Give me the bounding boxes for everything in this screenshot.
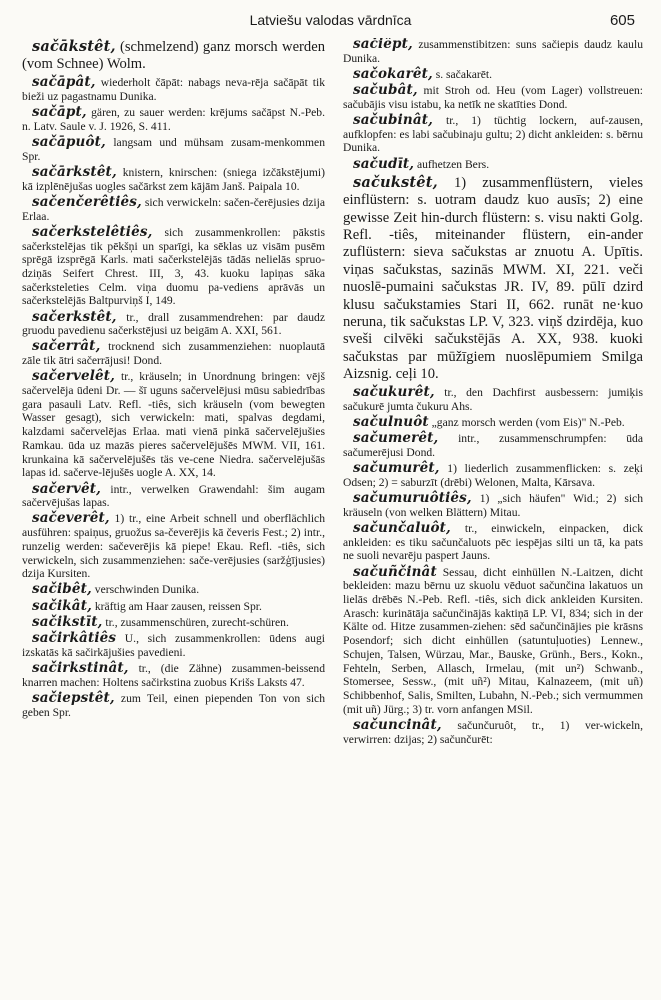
entry-definition: tr., den Dachfirst ausbessern: jumiķis sačukurē jumta čukuru Ahs. [343,386,643,413]
entry-headword: sačerrât, [32,338,101,355]
entry-headword: sačunčaluôt, [353,520,451,537]
entry-definition: zum Teil, einen piependen Ton von sich geben Spr. [22,691,325,719]
dictionary-entry [343,174,643,384]
dictionary-entry [22,659,325,689]
entry-headword: sačerkstêt, [32,308,117,325]
dictionary-entry [343,462,643,489]
entry-headword: sačibêt, [32,581,92,598]
entry-headword: sačāpt, [32,104,87,121]
entry-definition: tr., einwickeln, einpacken, dick ankleiden: es tiku sačunčaluots pēc iespējas silti un tā, ka pats ne suoli nevarēju paspert Jauns. [343,522,643,563]
entry-headword: sačukurêt, [353,384,435,401]
entry-definition: langsam und mühsam zusam-menkommen Spr. [22,136,325,163]
dictionary-entry [22,106,325,133]
entry-definition: kräftig am Haar zausen, reissen Spr. [91,599,262,613]
entry-headword: sačirkstinât, [32,659,129,676]
entry-definition: sich verwickeln: sačen-čerējusies dzija Erlaa. [22,195,325,223]
entry-definition: mit Stroh od. Heu (vom Lager) vollstreuen: sačubājis visu istabu, ka netīk ne skatīties Dond. [343,84,643,111]
dictionary-entry [22,136,325,163]
entry-headword: sačārkstêt, [32,164,117,181]
entry-headword: sačudīt, [353,155,415,172]
dictionary-entry [343,432,643,459]
entry-headword: sačeverêt, [32,510,110,527]
entry-headword: sačiepstêt, [32,689,115,706]
entry-headword: sačiêpt, [353,38,413,52]
dictionary-entry [343,84,643,111]
dictionary-entry [22,597,325,614]
entry-definition: (schmelzend) ganz morsch werden (vom Schnee) Wolm. [22,39,325,73]
entry-definition: tr., zusammenschüren, zurecht-schüren. [102,615,289,629]
dictionary-entry [22,166,325,193]
dictionary-entry [343,65,643,82]
dictionary-entry [22,583,325,597]
dictionary-entry [22,689,325,719]
dictionary-entry [22,76,325,103]
entry-headword: sačervelêt, [32,368,116,385]
entry-definition: sačunčuruôt, tr., 1) ver-wickeln, verwirren: dzijas; 2) sačunčurēt: [343,718,643,746]
entry-headword: sačirkâtiês [32,630,117,647]
dictionary-entry [22,370,325,480]
entry-definition: zusammenstibitzen: suns sačiepis daudz kaulu Dunika. [343,38,643,65]
dictionary-entry [343,563,643,717]
entry-definition: aufhetzen Bers. [414,157,490,171]
entry-definition: 1) zusammenflüstern, vieles einflüstern: s. uotram daudz kuo ausīs; 2) eine gewisse Zeit hin-durch flüstern: s. visu nakti Golg. Refl. -tiês, miteinander flüstern, ein-ander zuflüstern: sieva sačukstas ar znuotu A. Upītis. viņas sačukstas, sazinās MWM. XI, 221. veči nuoslē-pumaini sačukstas JR. IV, 89. pūlī dzird klusu sačukstamies Stari II, 662. runāt ne·kuo neruna, tik sačukstas LP. V, 323. viņš dzirdēja, kuo sveši cilvēki sačukstējās A. XX, 938. kuoki sačukstas par mūžīgiem nuoslēpumiem Smilga Aizsnig. ceļi 10. [343,174,643,383]
dictionary-entry [22,512,325,581]
entry-definition: knistern, knirschen: (sniega izčākstējumi) kā izplēnējušas uogles sačārkst zem kājām Janš. Paipala 10. [22,166,325,193]
right-column [343,38,643,994]
entry-headword: sačokarêt, [353,65,433,82]
entry-headword: sačāpuôt, [32,134,106,151]
entry-headword: sačākstêt, [32,38,116,55]
dictionary-entry [343,155,643,172]
entry-headword: sačervêt, [32,480,101,497]
dictionary-entry [343,716,643,746]
entry-headword: sačukstêt, [353,173,438,191]
entry-headword: sačubinât, [353,112,433,129]
dictionary-entry [22,613,325,630]
dictionary-entry [343,38,643,65]
dictionary-entry [22,223,325,308]
entry-definition: Sessau, dicht einhüllen N.-Laitzen, dicht bekleiden: mazu bērnu uz skuolu vēduot sačunčina lakatuos un lielās drēbēs N.-Peb. Refl. -tiês, sich dick ankleiden Kursiten. Arasch: kurinātāja sačunčinājās kaktiņā LP. VI, 834; sich in der Kälte od. Hitze zusammen-ziehen: sēd sačunčinājies pie krāsns Posendorf; sich dicht einhüllen (satuntuļuoties) Lennew., Schujen, Talsen, Würzau, Mar., Bauske, Grünh., Bers., Kokn., Fehteln, Serben, Allasch, Irmelau, (mit un²) Schwanb., Stomersee, Sessw., (mit uñ²) Mitau, Kalnazeem, (mit uñ) Schibbenhof, Salis, Smilten, Lubahn, N.-Peb.; sich vermummen (mit uñ) Jürg.; 3) tr. vorn anfangen MSil. [343,565,643,716]
entry-definition: wiederholt čāpāt: nabags neva-rēja sačāpāt tik bieži uz pagastnamu Dunika. [22,76,325,104]
entry-headword: sačumuruôtiês, [353,490,472,507]
entry-definition: 1) „sich häufen" Wid.; 2) sich kräuseln (von welken Blättern) Mitau. [343,492,643,519]
entry-definition: s. sačakarēt. [432,67,493,81]
entry-definition: tr., kräuseln; in Unordnung bringen: vējš sačervelēja ūdeni Dr. — šī uguns sačervelējusi mūsu sabiedrības gara pasauli Latv. Refl. -tiês, sich kräuseln (vom bewegten Wasser gesagt), sich verwickeln: mati, spalvas degdami, kalzdami sačervelējas Erlaa. mati vienā pinkā sačervelējušies Ramkau. ūda uz mazās pieres sačervelējušēs MWM. VII, 161. krunkaina kā sačervelējušēs täs ve-cene Niedra. sačervelējušās lapas id. sačerve-lējušēs uogle A. XX, 14. [22,370,325,480]
entry-headword: sačumurêt, [353,460,440,477]
entry-definition: 1) liederlich zusammenflicken: s. zeķi Odsen; 2) = saburzīt (drēbi) Welonen, Malta, Kārsava. [343,462,643,489]
entry-definition: gären, zu sauer werden: krējums sačāpst N.-Peb. n. Latv. Saule v. J. 1926, S. 411. [22,106,325,133]
dictionary-entry [343,114,643,155]
entry-definition: „ganz morsch werden (vom Eis)" N.-Peb. [428,416,625,430]
dictionary-entry [22,480,325,510]
entry-headword: sačulnuôt [353,414,429,431]
entry-headword: sačenčerêtiês, [32,193,142,210]
entry-headword: sačerkstelêtiês, [32,223,153,240]
entry-headword: sačāpât, [32,74,96,91]
entry-definition: verschwinden Dunika. [91,583,200,597]
entry-headword: sačikstīt, [32,613,103,630]
entry-definition: intr., verwelken Grawendahl: šim augam sačervējušas lapas. [22,482,325,510]
dictionary-entry [22,308,325,338]
entry-definition: U., sich zusammenkrollen: ūdens augi izskatās kā sačirkājušies pavedieni. [22,632,325,659]
running-title: Latviešu valodas vārdnīca [249,12,412,28]
entry-definition: intr., zusammenschrumpfen: ūda sačumerējusi Dond. [343,432,643,460]
entry-headword: sačumerêt, [353,430,439,447]
entry-headword: sačuñčinât [353,563,437,580]
dictionary-entry [22,340,325,367]
page-number: 605 [609,12,635,29]
entry-definition: tr., drall zusammendrehen: par daudz gruodu pavedienu sačerkstējusi uz beigām A. XXI, 561. [22,310,325,338]
left-column [22,38,325,994]
dictionary-entry [343,522,643,563]
dictionary-entry [343,416,643,430]
entry-headword: sačuncinât, [353,716,442,733]
entry-definition: 1) tr., eine Arbeit schnell und oberflächlich ausführen: spaiņus, gruožus sa-čeverējis kā čeveris Fest.; 2) intr., runzelig werden: sačeverējis kā piepe! Ekau. Refl. -tiês, sich verwickeln, sich zusammenziehen: sače-verējusies (saržģījusies) dzija Kursiten. [22,512,325,581]
entry-definition: tr., (die Zähne) zusammen-beissend knarren machen: Holtens sačirkstina zuobus Krišs Laksts 47. [22,661,325,689]
entry-headword: sačikât, [32,597,92,614]
entry-definition: sich zusammenkrollen: pākstis sačerkstelējas tik pēkšņi un sparīgi, ka sēklas uz visām pusēm sprēgā izsprēgā Karls. mati sačerkstelējās tādās nelielās spruo-dziņās Seifert Chrest. III, 3, 43. kuoku lapiņas sāka sačerksteleties Celm. viņa duomu pa-vediens aprāvās un sačerkstelējās Baltpurviņš I, 149. [22,225,325,308]
page-header [22,12,639,34]
entry-definition: tr., 1) tüchtig lockern, auf-zausen, aufklopfen: es labi sačubinaju gultu; 2) dicht ankleiden: s. bērnu Dunika. [343,114,643,155]
dictionary-entry [22,193,325,223]
dictionary-entry [343,492,643,519]
entry-headword: sačubât, [353,82,418,99]
entry-definition: trocknend sich zusammenziehen: nuoplautā zāle tik ātri sačerrājusi! Dond. [22,340,325,368]
dictionary-entry [343,386,643,413]
dictionary-entry [22,632,325,659]
dictionary-entry [22,38,325,74]
